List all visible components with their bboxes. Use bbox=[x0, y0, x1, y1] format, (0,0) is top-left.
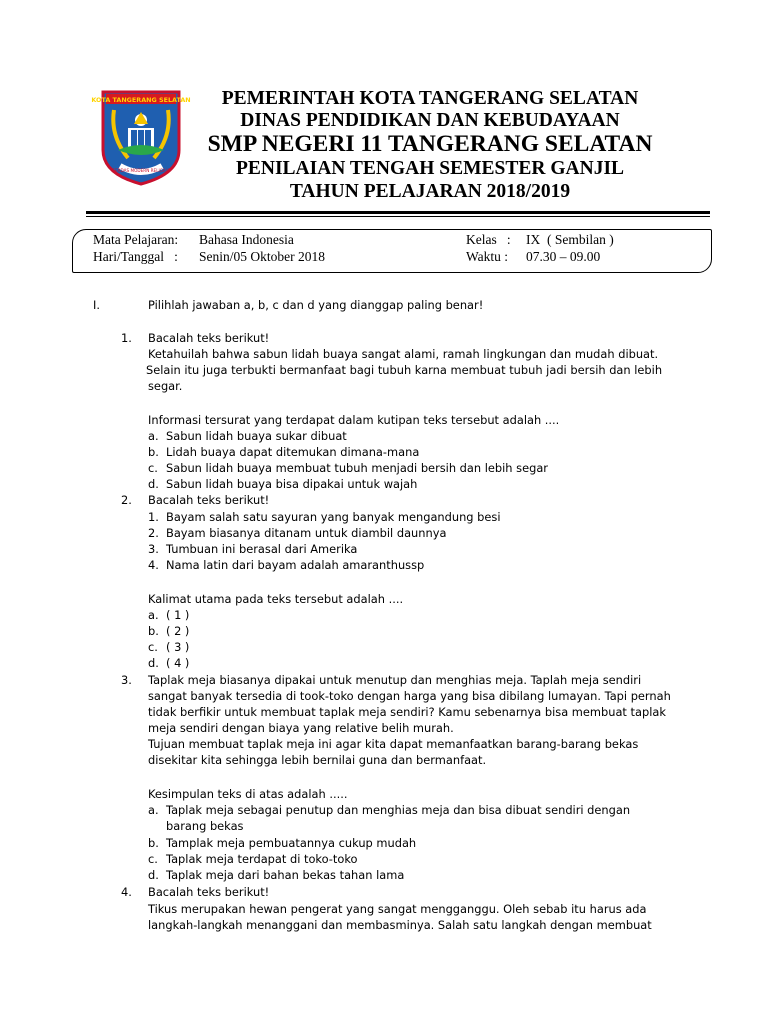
option-letter: c. bbox=[148, 852, 158, 866]
header-government: PEMERINTAH KOTA TANGERANG SELATAN bbox=[221, 88, 639, 109]
passage-line: tidak berfikir untuk membuat taplak meja sendiri? Kamu sebenarnya bisa membuat taplak bbox=[148, 705, 666, 719]
question-number: 3. bbox=[121, 673, 132, 687]
section-instruction: Pilihlah jawaban a, b, c dan d yang dianggap paling benar! bbox=[148, 298, 484, 312]
option-letter: b. bbox=[148, 445, 159, 459]
list-number: 1. bbox=[148, 510, 159, 524]
list-number: 3. bbox=[148, 542, 159, 556]
section-numeral: I. bbox=[93, 298, 100, 312]
passage-line: Tikus merupakan hewan pengerat yang sangat mengganggu. Oleh sebab itu harus ada bbox=[148, 902, 647, 916]
question-number: 2. bbox=[121, 493, 132, 507]
date-value: Senin/05 Oktober 2018 bbox=[199, 249, 325, 264]
class-label: Kelas : bbox=[466, 232, 511, 247]
list-item: Tumbuan ini berasal dari Amerika bbox=[166, 542, 358, 556]
passage-line: meja sendiri dengan biaya yang relative belih murah. bbox=[148, 721, 454, 735]
svg-text:CERDAS MODERN RELIGIUS: CERDAS MODERN RELIGIUS bbox=[112, 168, 170, 173]
list-item: Bayam salah satu sayuran yang banyak mengandung besi bbox=[166, 510, 501, 524]
option-letter: a. bbox=[148, 608, 159, 622]
option-text: Sabun lidah buaya sukar dibuat bbox=[166, 429, 347, 443]
option-text: ( 1 ) bbox=[166, 608, 190, 622]
list-number: 4. bbox=[148, 558, 159, 572]
question-text: Kesimpulan teks di atas adalah ..... bbox=[148, 787, 348, 801]
option-text: barang bekas bbox=[166, 819, 244, 833]
passage-line: Selain itu juga terbukti bermanfaat bagi tubuh karna membuat tubuh jadi bersih dan lebih bbox=[146, 363, 663, 377]
list-item: Bayam biasanya ditanam untuk diambil daunnya bbox=[166, 526, 447, 540]
option-letter: a. bbox=[148, 429, 159, 443]
option-text: ( 2 ) bbox=[166, 624, 190, 638]
header-school: SMP NEGERI 11 TANGERANG SELATAN bbox=[207, 131, 653, 157]
option-letter: d. bbox=[148, 868, 159, 882]
question-prompt: Bacalah teks berikut! bbox=[148, 493, 270, 507]
question-number: 1. bbox=[121, 331, 132, 345]
option-text: Lidah buaya dapat ditemukan dimana-mana bbox=[166, 445, 420, 459]
subject-label: Mata Pelajaran: bbox=[93, 232, 179, 247]
list-number: 2. bbox=[148, 526, 159, 540]
option-letter: c. bbox=[148, 640, 158, 654]
question-text: Informasi tersurat yang terdapat dalam kutipan teks tersebut adalah .... bbox=[148, 413, 560, 427]
class-value: IX ( Sembilan ) bbox=[526, 232, 614, 247]
time-value: 07.30 – 09.00 bbox=[526, 249, 601, 264]
question-number: 4. bbox=[121, 885, 132, 899]
passage-line: Ketahuilah bahwa sabun lidah buaya sangat alami, ramah lingkungan dan mudah dibuat. bbox=[148, 347, 659, 361]
header-divider-thin bbox=[86, 216, 710, 217]
header-exam-title: PENILAIAN TENGAH SEMESTER GANJIL bbox=[235, 158, 625, 179]
option-letter: b. bbox=[148, 836, 159, 850]
date-label: Hari/Tanggal : bbox=[93, 249, 178, 264]
option-text: Sabun lidah buaya membuat tubuh menjadi bersih dan lebih segar bbox=[166, 461, 548, 475]
question-prompt: Bacalah teks berikut! bbox=[148, 885, 270, 899]
passage-line: Taplak meja biasanya dipakai untuk menutup dan menghias meja. Taplah meja sendiri bbox=[148, 673, 642, 687]
time-label: Waktu : bbox=[466, 249, 509, 264]
header-department: DINAS PENDIDIKAN DAN KEBUDAYAAN bbox=[240, 110, 620, 131]
option-text: Taplak meja terdapat di toko-toko bbox=[166, 852, 358, 866]
question-prompt: Bacalah teks berikut! bbox=[148, 331, 270, 345]
svg-text:KOTA TANGERANG SELATAN: KOTA TANGERANG SELATAN bbox=[91, 96, 191, 104]
option-text: Sabun lidah buaya bisa dipakai untuk wajah bbox=[166, 477, 418, 491]
question-text: Kalimat utama pada teks tersebut adalah .... bbox=[148, 592, 404, 606]
header-school-year: TAHUN PELAJARAN 2018/2019 bbox=[289, 181, 571, 202]
subject-value: Bahasa Indonesia bbox=[199, 232, 294, 247]
header-divider-thick bbox=[86, 211, 710, 214]
passage-line: disekitar kita sehingga lebih bernilai guna dan bermanfaat. bbox=[148, 753, 487, 767]
option-text: Taplak meja dari bahan bekas tahan lama bbox=[166, 868, 405, 882]
option-text: Tamplak meja pembuatannya cukup mudah bbox=[166, 836, 417, 850]
option-text: ( 4 ) bbox=[166, 656, 190, 670]
passage-line: langkah-langkah menanggani dan membasminya. Salah satu langkah dengan membuat bbox=[148, 918, 652, 932]
option-letter: d. bbox=[148, 477, 159, 491]
option-letter: a. bbox=[148, 803, 159, 817]
option-letter: b. bbox=[148, 624, 159, 638]
passage-line: sangat banyak tersedia di took-toko dengan harga yang bisa dibilang lumayan. Tapi pernah bbox=[148, 689, 671, 703]
option-text: ( 3 ) bbox=[166, 640, 190, 654]
list-item: Nama latin dari bayam adalah amaranthussp bbox=[166, 558, 425, 572]
option-text: Taplak meja sebagai penutup dan menghias meja dan bisa dibuat sendiri dengan bbox=[166, 803, 631, 817]
city-emblem-logo bbox=[91, 88, 191, 186]
passage-line: Tujuan membuat taplak meja ini agar kita dapat memanfaatkan barang-barang bekas bbox=[148, 737, 639, 751]
passage-line: segar. bbox=[148, 379, 183, 393]
option-letter: c. bbox=[148, 461, 158, 475]
option-letter: d. bbox=[148, 656, 159, 670]
